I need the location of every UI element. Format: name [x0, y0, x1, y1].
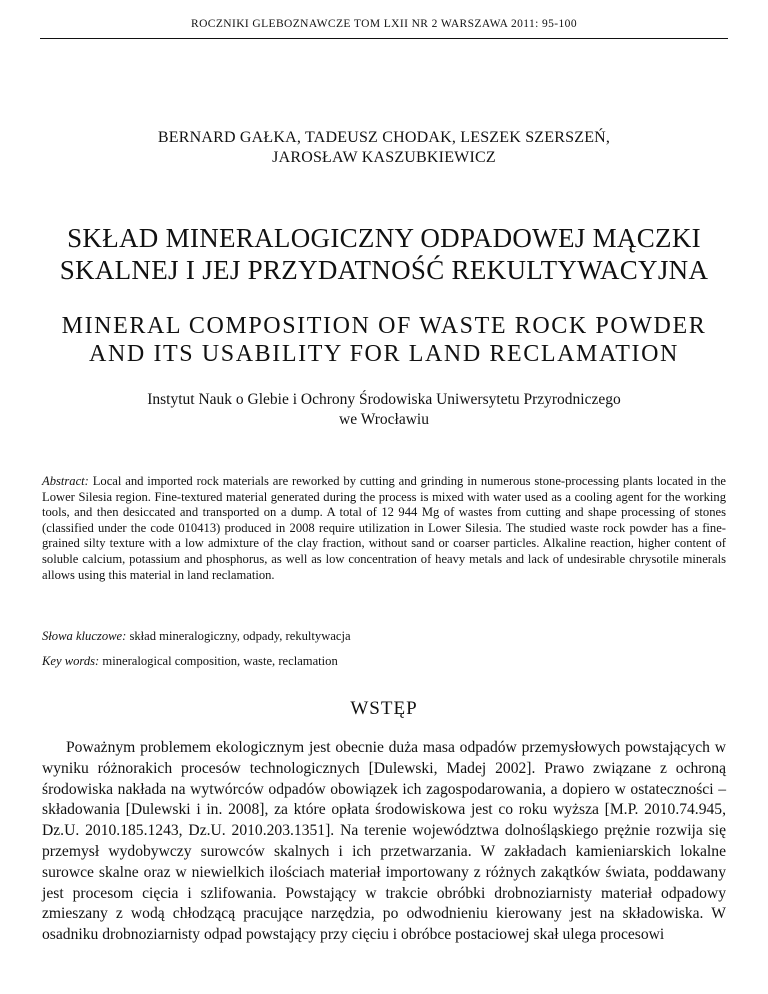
abstract-text: Local and imported rock materials are reworked by cutting and grinding in numerous stone-processing plants located in the Lower Silesia region. Fine-textured material generated during the process is mixed with water used as a cooling agent for the working tools, and then desiccated and transported on a dump. A total of 12 944 Mg of wastes from cutting and shape processing of stones (classified under the code 010413) produced in 2008 require utilization in Lower Silesia. The studied waste rock powder has a fine-grained silty texture with a low admixture of the clay fraction, without sand or coarser particles. Alkaline reaction, higher content of soluble calcium, potassium and phosphorus, as well as low concentration of heavy metals and lack of undesirable chrysotile minerals allows using this material in land reclamation.	[42, 474, 726, 582]
affiliation-line-2: we Wrocławiu	[339, 411, 429, 428]
body-text	[42, 738, 726, 946]
affiliation	[0, 390, 768, 430]
authors-line-2: JAROSŁAW KASZUBKIEWICZ	[272, 149, 496, 166]
keywords-english	[42, 653, 726, 669]
title-polish-line-2: SKALNEJ I JEJ PRZYDATNOŚĆ REKULTYWACYJNA	[59, 255, 709, 285]
keywords-english-text: mineralogical composition, waste, reclamation	[102, 654, 338, 668]
affiliation-line-1: Instytut Nauk o Glebie i Ochrony Środowiska Uniwersytetu Przyrodniczego	[147, 391, 621, 408]
body-paragraph: Poważnym problemem ekologicznym jest obecnie duża masa odpadów przemysłowych powstających w wyniku różnorakich procesów technologicznych [Dulewski, Madej 2002]. Prawo związane z ochroną środowiska nakłada na wytwórców odpadów obowiązek ich zagospodarowania, a dopiero w ostateczności – składowania [Dulewski i in. 2008], za które opłata środowiskowa jest co roku wyższa [M.P. 2010.74.945, Dz.U. 2010.185.1243, Dz.U. 2010.203.1351]. Na terenie województwa dolnośląskiego prężnie rozwija się przemysł wydobywczy surowców skalnych i ich przetwarzania. W zakładach kamieniarskich lokalne surowce skalne oraz w niewielkich ilościach materiał importowany z różnych zakątków świata, poddawany jest procesom cięcia i szlifowania. Powstający w trakcie obróbki drobnoziarnisty materiał odpadowy zmieszany z wodą chłodzącą pracujące narzędzia, po odwodnieniu kierowany jest na składowiska. W osadniku drobnoziarnisty odpad powstający przy cięciu i obróbce postaciowej skał ulega procesowi	[42, 739, 726, 944]
abstract	[42, 474, 726, 583]
keywords-polish	[42, 628, 726, 644]
title-polish	[0, 222, 768, 286]
title-english-line-2: AND ITS USABILITY FOR LAND RECLAMATION	[89, 341, 679, 367]
section-heading: WSTĘP	[350, 698, 418, 719]
authors	[0, 128, 768, 168]
keywords-polish-label: Słowa kluczowe:	[42, 629, 127, 643]
abstract-label: Abstract:	[42, 474, 89, 488]
authors-line-1: BERNARD GAŁKA, TADEUSZ CHODAK, LESZEK SZERSZEŃ,	[157, 129, 611, 146]
keywords-polish-text: skład mineralogiczny, odpady, rekultywacja	[129, 629, 351, 643]
header-rule	[40, 38, 728, 39]
title-polish-line-1: SKŁAD MINERALOGICZNY ODPADOWEJ MĄCZKI	[67, 223, 701, 253]
title-english-line-1: MINERAL COMPOSITION OF WASTE ROCK POWDER	[61, 313, 707, 339]
keywords-english-label: Key words:	[42, 654, 100, 668]
running-header: ROCZNIKI GLEBOZNAWCZE TOM LXII NR 2 WARSZAWA 2011: 95-100	[191, 18, 577, 30]
title-english	[0, 312, 768, 368]
